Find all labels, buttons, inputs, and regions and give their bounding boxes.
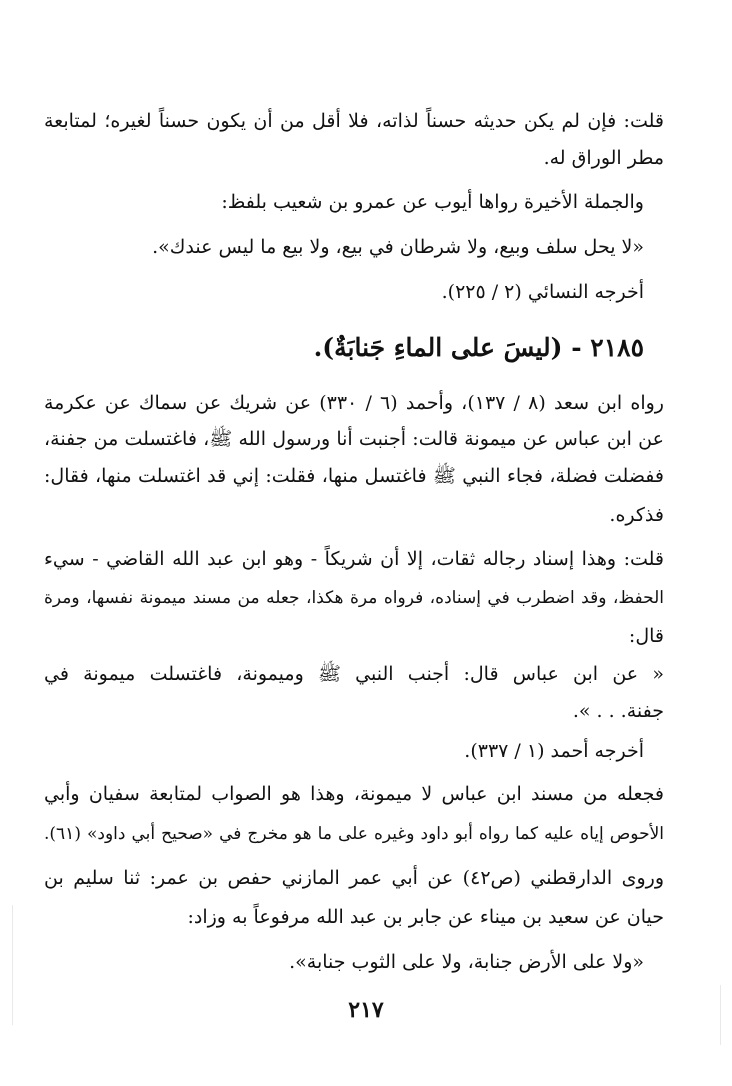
text-line: عن ابن عباس عن ميمونة قالت: أجنبت أنا ورسول الله ﷺ، فاغتسلت من جفنة،: [44, 428, 664, 450]
text-line: ففضلت فضلة، فجاء النبي ﷺ فاغتسل منها، فقلت: إني قد اغتسلت منها، فقال:: [44, 465, 664, 487]
text-line: والجملة الأخيرة رواها أيوب عن عمرو بن شعيب بلفظ:: [221, 191, 644, 213]
text-line: فذكره.: [609, 504, 664, 526]
text-line: «ولا على الأرض جنابة، ولا على الثوب جنابة».: [289, 951, 644, 973]
text-line: أخرجه النسائي (٢ / ٢٢٥).: [441, 281, 644, 303]
text-line: قال:: [628, 625, 664, 647]
text-line: رواه ابن سعد (٨ / ١٣٧)، وأحمد (٦ / ٣٣٠) عن شريك عن سماك عن عكرمة: [44, 392, 664, 414]
text-line: وروى الدارقطني (ص٤٢) عن أبي عمر المازني حفص بن عمر: ثنا سليم بن: [44, 867, 665, 889]
hadith-heading: ٢١٨٥ - (ليسَ على الماءِ جَنابَةٌ).: [313, 333, 644, 362]
text-line: « عن ابن عباس قال: أجنب النبي ﷺ وميمونة، فاغتسلت ميمونة في: [44, 663, 664, 685]
page-number: ٢١٧: [348, 997, 384, 1023]
text-line: قلت: وهذا إسناد رجاله ثقات، إلا أن شريكاً - وهو ابن عبد الله القاضي - سيء: [44, 548, 664, 570]
text-line: فجعله من مسند ابن عباس لا ميمونة، وهذا هو الصواب لمتابعة سفيان وأبي: [44, 783, 664, 805]
text-line: مطر الوراق له.: [543, 147, 664, 169]
text-line: أخرجه أحمد (١ / ٣٣٧).: [464, 740, 644, 762]
text-line: جفنة. . . ».: [572, 700, 664, 722]
text-line: حيان عن سعيد بن ميناء عن جابر بن عبد الله مرفوعاً به وزاد:: [187, 906, 664, 928]
text-line: «لا يحل سلف وبيع، ولا شرطان في بيع، ولا بيع ما ليس عندك».: [152, 236, 644, 258]
text-line: قلت: فإن لم يكن حديثه حسناً لذاته، فلا أقل من أن يكون حسناً لغيره؛ لمتابعة: [44, 110, 664, 132]
text-line: الحفظ، وقد اضطرب في إسناده، فرواه مرة هكذا، جعله من مسند ميمونة نفسها، ومرة: [44, 588, 664, 608]
text-line: الأحوص إياه عليه كما رواه أبو داود وغيره على ما هو مخرج في «صحيح أبي داود» (٦١).: [44, 824, 664, 844]
